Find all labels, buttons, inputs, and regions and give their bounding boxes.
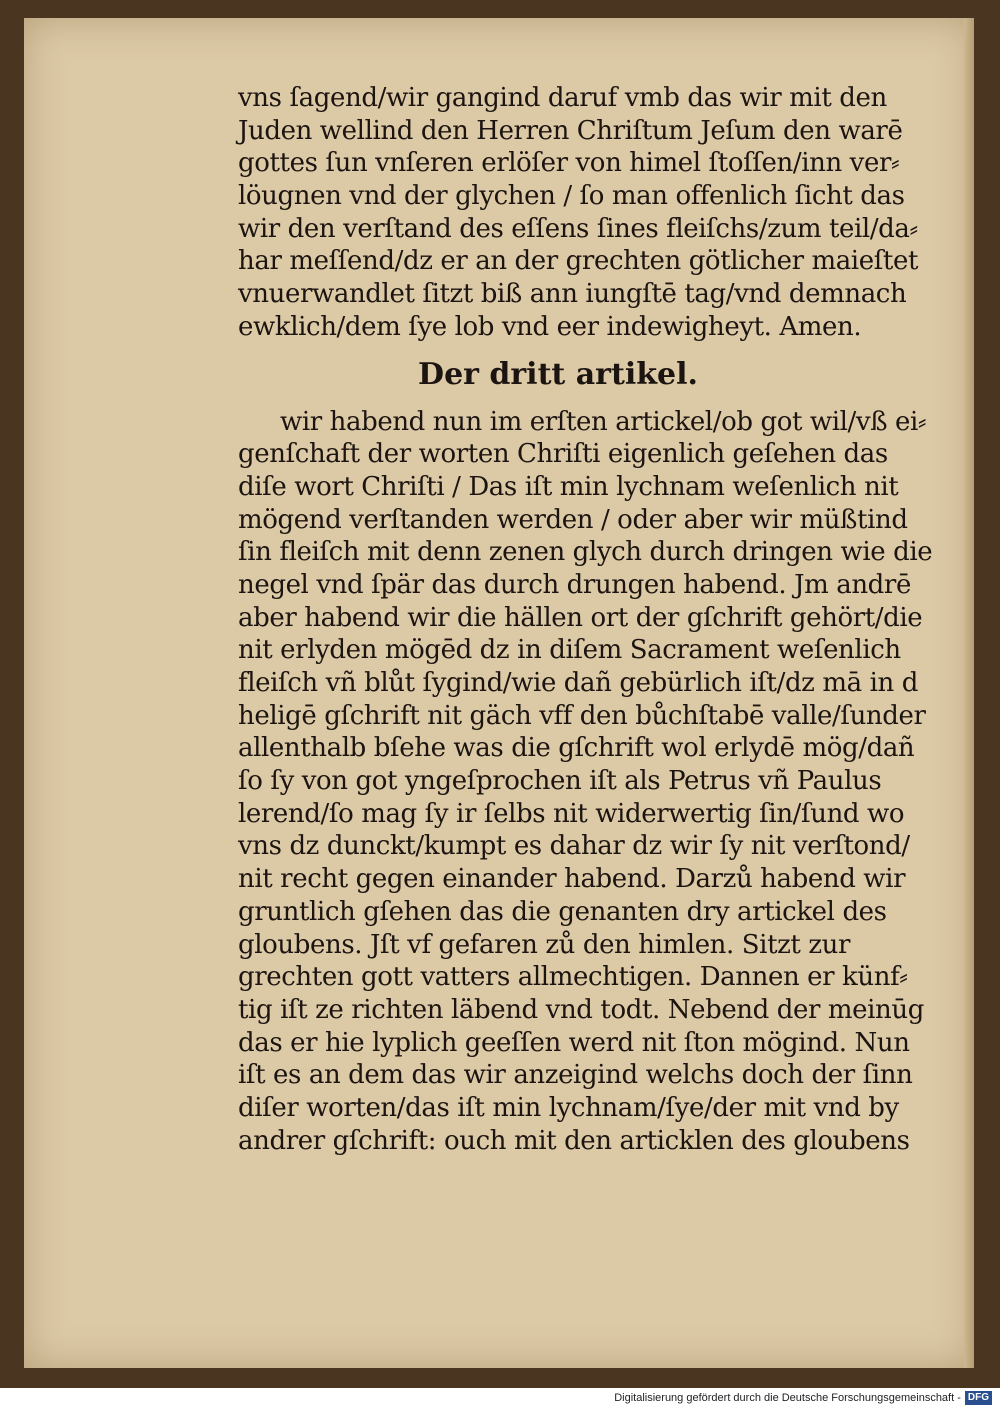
text-line: gruntlich gſehen das die genanten dry artickel des (238, 896, 887, 927)
text-line: diſe wort Chriſti / Das iſt min lychnam weſenlich nit (238, 471, 899, 502)
footer (0, 1388, 1000, 1408)
text-line: negel vnd ſpär das durch drungen habend. Jm andrē (238, 569, 911, 600)
text-line: heligē gſchrift nit gäch vff den bůchſtabē valle/ſunder (238, 700, 926, 731)
page-text (238, 82, 958, 1157)
text-line: gloubens. Jſt vf gefaren zů den himlen. Sitzt zur (238, 929, 851, 960)
text-line: genſchaft der worten Chriſti eigenlich geſehen das (238, 439, 888, 470)
text-line: nit recht gegen einander habend. Darzů habend wir (238, 864, 906, 895)
text-line: vnuerwandlet ſitzt biß ann iungſtē tag/vnd demnach (238, 279, 907, 310)
text-line: gottes ſun vnſeren erlöſer von himel ſtoſſen/inn ver⸗ (238, 148, 900, 179)
text-line: vns dz dunckt/kumpt es dahar dz wir ſy nit verſtond/ (238, 831, 910, 862)
text-line: diſer worten/das iſt min lychnam/ſye/der mit vnd by (238, 1092, 899, 1123)
text-line: löugnen vnd der glychen / ſo man offenlich ſicht das (238, 181, 905, 212)
text-line: fleiſch vñ blůt ſygind/wie dañ gebürlich iſt/dz mā in d (238, 668, 918, 698)
text-line: das er hie lyplich geeſſen werd nit ſton mögind. Nun (238, 1027, 910, 1058)
text-line: allenthalb bſehe was die gſchrift wol erlydē mög/dañ (238, 733, 915, 764)
text-line: tig iſt ze richten läbend vnd todt. Nebend der meinūg (238, 994, 924, 1025)
text-line: iſt es an dem das wir anzeigind welchs doch der ſinn (238, 1060, 913, 1091)
text-line: wir den verſtand des eſſens ſines fleiſchs/zum teil/da⸗ (238, 213, 918, 244)
text-line: Juden wellind den Herren Chriſtum Jeſum den warē (238, 115, 903, 146)
text-line: ſo ſy von got yngeſprochen iſt als Petrus vñ Paulus (238, 766, 882, 797)
text-line: har meſſend/dz er an der grechten götlicher maieſtet (238, 246, 919, 277)
text-line: ewklich/dem ſye lob vnd eer indewigheyt. Amen. (238, 311, 862, 342)
text-line: andrer gſchrift: ouch mit den articklen des gloubens (238, 1125, 910, 1156)
page-edge (964, 18, 974, 1368)
text-line: grechten gott vatters allmechtigen. Dannen er künf⸗ (238, 962, 908, 993)
dfg-logo: DFG (965, 1391, 992, 1405)
text-line: wir habend nun im erſten artickel/ob got wil/vß ei⸗ (280, 406, 927, 437)
text-line: nit erlyden mögēd dz in diſem Sacrament weſenlich (238, 635, 901, 666)
text-line: ſin fleiſch mit denn zenen glych durch dringen wie die (238, 537, 933, 568)
paragraph-before-heading (238, 82, 958, 344)
text-line: mögend verſtanden werden / oder aber wir müßtind (238, 504, 908, 535)
paragraph-after-heading (238, 406, 958, 1158)
text-line: lerend/ſo mag ſy ir ſelbs nit widerwertig ſin/ſund wo (238, 798, 905, 829)
section-heading: Der dritt artikel. (418, 356, 698, 392)
text-line: vns ſagend/wir gangind daruf vmb das wir mit den (238, 83, 887, 113)
funding-credit: Digitalisierung gefördert durch die Deutsche Forschungsgemeinschaft - (614, 1392, 961, 1404)
text-line: aber habend wir die hällen ort der gſchrift gehört/die (238, 602, 923, 633)
